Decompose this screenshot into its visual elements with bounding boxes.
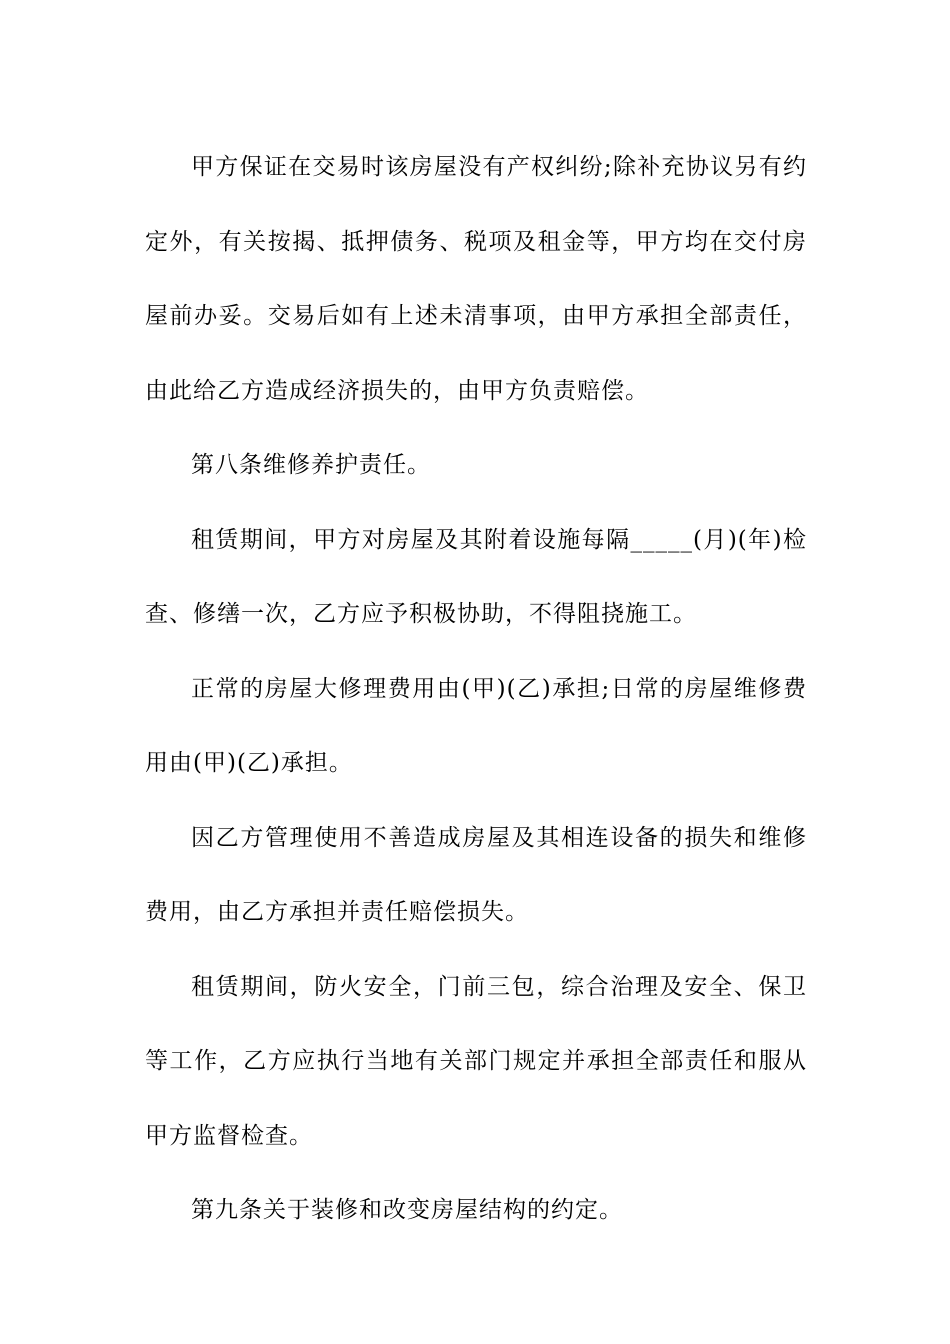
article-9-heading: 第九条关于装修和改变房屋结构的约定。 [191,1197,623,1223]
document-body [145,130,807,1248]
paragraph-safety-duties: 租赁期间，防火安全，门前三包，综合治理及安全、保卫等工作，乙方应执行当地有关部门规定并承担全部责任和服从甲方监督检查。 [145,973,807,1149]
paragraph-damage-liability: 因乙方管理使用不善造成房屋及其相连设备的损失和维修费用，由乙方承担并责任赔偿损失。 [145,824,807,925]
paragraph-repair-costs: 正常的房屋大修理费用由(甲)(乙)承担;日常的房屋维修费用由(甲)(乙)承担。 [145,675,807,776]
paragraph-title-guarantee: 甲方保证在交易时该房屋没有产权纠纷;除补充协议另有约定外，有关按揭、抵押债务、税项及租金等，甲方均在交付房屋前办妥。交易后如有上述未清事项，由甲方承担全部责任，由此给乙方造成经济损失的，由甲方负责赔偿。 [145,154,807,404]
paragraph-inspection: 租赁期间，甲方对房屋及其附着设施每隔_____(月)(年)检查、修缮一次，乙方应予积极协助，不得阻挠施工。 [145,526,807,627]
article-8-heading: 第八条维修养护责任。 [191,452,431,478]
